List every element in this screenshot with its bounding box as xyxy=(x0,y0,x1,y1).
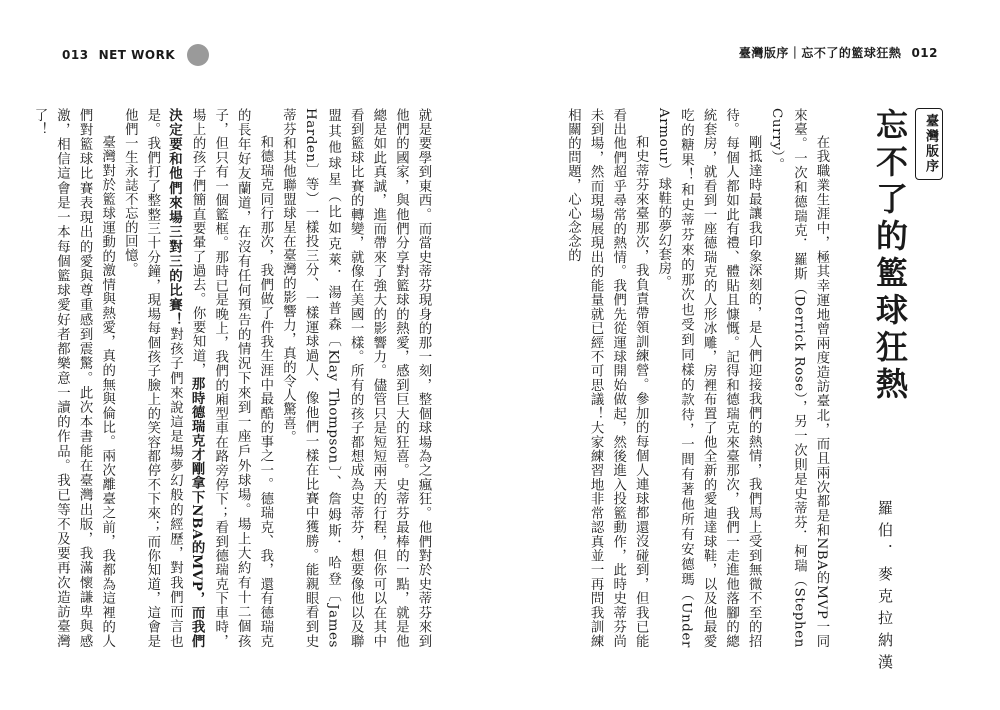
right-header xyxy=(739,44,938,61)
left-paragraph-1: 就是要學到東西。而當史蒂芬現身的那一刻，整個球場為之瘋狂。他們對於史蒂芬來到他們的國家，與他們分享對籃球的熱愛，感到巨大的狂喜。史蒂芬最棒的一點，就是他總是如此真誠，進而帶來了強大的影響力。儘管只是短短兩天的行程，但你可以在其中看到籃球比賽的轉變，就像在美國一樣。所有的孩子都想成為史蒂芬，想要像他以及聯盟其他球星（比如克萊．湯普森〔Klay Thompson〕、詹姆斯．哈登〔James Harden〕等）一樣投三分、一樣運球過人、像他們一樣在比賽中獲勝。能親眼看到史蒂芬和其他聯盟球星在臺灣的影響力，真的令人驚喜。 xyxy=(280,108,431,648)
left-paragraph-2-tail: 對孩子們來說這是場夢幻般的經歷，對我們而言也是。我們打了整整三十分鐘，現場每個孩子臉上的笑容都停不下來；而你知道，這會是他們一生永誌不忘的回憶。 xyxy=(122,108,183,649)
chapter-title: 忘不了的籃球狂熱 xyxy=(871,108,909,404)
left-bold-sentence: 那時德瑞克才剛拿下NBA的MVP，而我們決定要和他們來場三對三的比賽！ xyxy=(166,108,206,648)
section-label-badge: 臺灣版序 xyxy=(915,108,943,180)
right-body-text xyxy=(565,108,832,648)
right-paragraph-1: 在我職業生涯中，極其幸運地曾兩度造訪臺北，而且兩次都是和NBA的MVP一同來臺。一次和德瑞克．羅斯（Derrick Rose），另一次則是史蒂芬．柯瑞（Stephen Curry）。 xyxy=(768,108,829,648)
left-body-text xyxy=(31,108,434,649)
left-header xyxy=(62,44,209,66)
right-page-number: 012 xyxy=(911,45,938,60)
author-name: 羅伯．麥克拉納漢 xyxy=(876,500,894,676)
left-paragraph-3: 臺灣對於籃球運動的激情與熱愛，真的無與倫比。兩次離臺之前，我都為這裡的人們對籃球比賽表現出的愛與尊重感到震驚。此次本書能在臺灣出版，我滿懷謙卑與感激，相信這會是一本每個籃球愛好者都樂意一讀的作品。我已等不及要再次造訪臺灣了！ xyxy=(31,108,115,648)
left-paragraph-2 xyxy=(118,108,276,648)
right-paragraph-2: 剛抵達時最讓我印象深刻的，是人們迎接我們的熱情，我們馬上受到無微不至的招待。每個人都如此有禮、體貼且慷慨。記得和德瑞克來臺那次，我們一走進他落腳的總統套房，就看到一座德瑞克的人形冰雕，房裡布置了他全新的愛迪達球鞋，以及他最愛吃的糖果！和史蒂芬來的那次也受到同樣的款待，一間有著他所有安德瑪（Under Armour）球鞋的夢幻套房。 xyxy=(655,108,762,648)
left-paragraph-2-text: 和德瑞克同行那次，我們做了件我生涯中最酷的事之一。德瑞克、我，還有德瑞克的長年好友蘭道，在沒有任何預告的情況下來到一座戶外球場。場上大約有十二個孩子，但只有一個籃框。那時已是晚上，我們的廂型車在路旁停下；看到德瑞克下車時，場上的孩子們簡直要暈了過去。你要知道， xyxy=(190,108,273,648)
right-paragraph-3: 和史蒂芬來臺那次，我負責帶領訓練營。參加的每個人連球都還沒碰到，但我已能看出他們超乎尋常的熱情。我們先從運球開始做起，然後進入投籃動作，此時史蒂芬尚未到場，然而現場展現出的能量就已經不可思議！大家練習地非常認真並一再問我訓練相關的問題，心心念念的 xyxy=(565,108,649,648)
circle-logo-icon xyxy=(187,44,209,66)
left-page-number: 013 xyxy=(62,48,89,62)
running-title: 臺灣版序｜忘不了的籃球狂熱 xyxy=(738,46,902,60)
series-label: NET WORK xyxy=(98,48,176,62)
